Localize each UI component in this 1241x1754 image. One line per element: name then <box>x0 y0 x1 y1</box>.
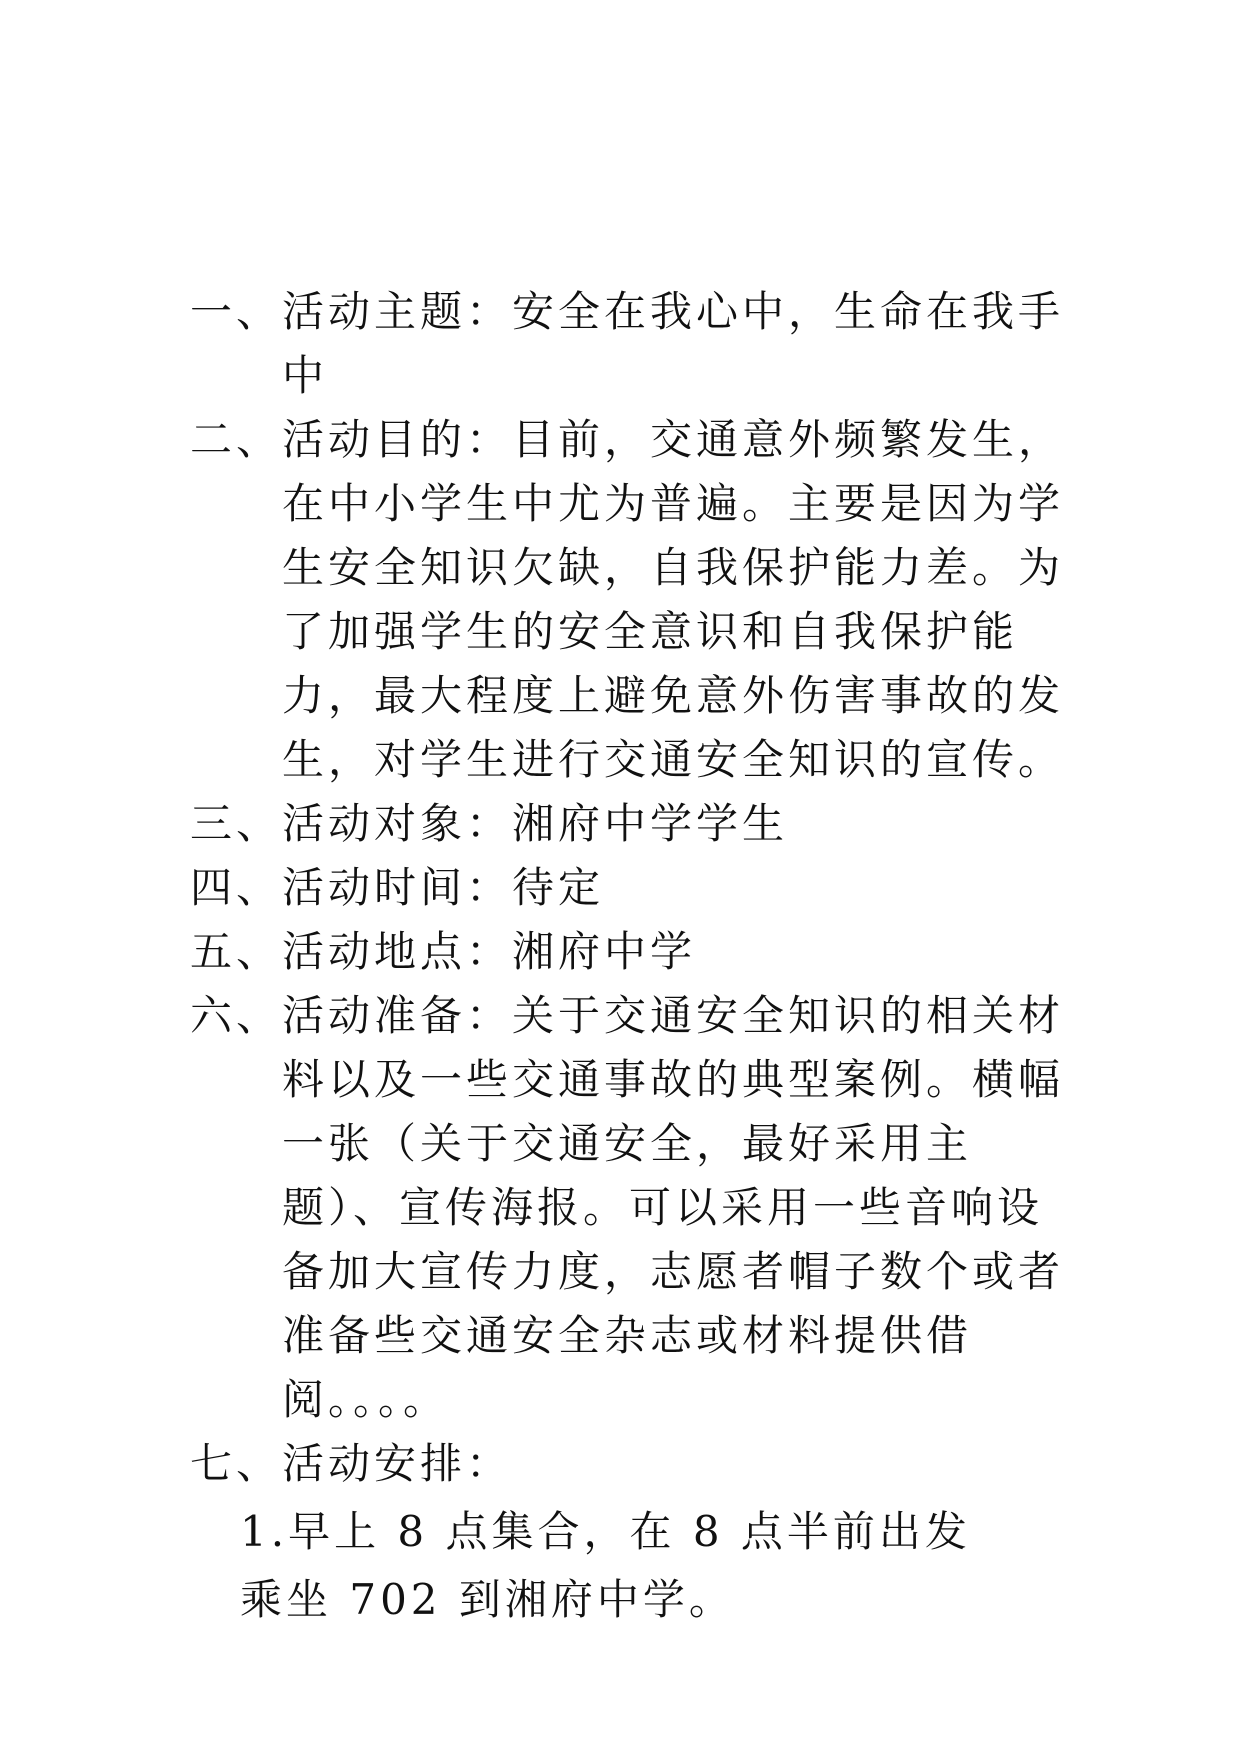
section-arrangement <box>190 1432 1070 1496</box>
section-location <box>190 920 1070 984</box>
section-preparation <box>190 984 1070 1432</box>
section-time <box>190 856 1070 920</box>
section-text: 活动对象：湘府中学学生 <box>282 799 789 848</box>
section-theme <box>190 280 1070 408</box>
section-number: 七、 <box>190 1439 283 1488</box>
section-number: 三、 <box>190 799 283 848</box>
section-number: 四、 <box>190 863 283 912</box>
section-audience <box>190 792 1070 856</box>
section-number: 二、 <box>190 415 283 464</box>
arrangement-line-1: 1.早上 8 点集合，在 8 点半前出发 <box>240 1507 971 1556</box>
section-number: 五、 <box>190 927 283 976</box>
section-number: 六、 <box>190 991 283 1040</box>
document-body <box>190 280 1070 1632</box>
arrangement-line-2: 乘坐 702 到湘府中学。 <box>240 1575 735 1624</box>
section-purpose <box>190 408 1070 792</box>
section-number: 一、 <box>190 287 283 336</box>
section-text: 活动时间：待定 <box>282 863 605 912</box>
section-text: 活动目的：目前，交通意外频繁发生，在中小学生中尤为普遍。主要是因为学生安全知识欠缺，自我保护能力差。为了加强学生的安全意识和自我保护能力，最大程度上避免意外伤害事故的发生，对学生进行交通安全知识的宣传。 <box>282 415 1065 784</box>
section-text: 活动主题：安全在我心中，生命在我手中 <box>282 287 1065 400</box>
section-text: 活动地点：湘府中学 <box>282 927 697 976</box>
section-text: 活动安排： <box>282 1439 513 1488</box>
section-text: 活动准备：关于交通安全知识的相关材料以及一些交通事故的典型案例。横幅一张（关于交通安全，最好采用主题）、宣传海报。可以采用一些音响设备加大宣传力度，志愿者帽子数个或者准备些交通安全杂志或材料提供借阅。。。。 <box>282 991 1065 1424</box>
